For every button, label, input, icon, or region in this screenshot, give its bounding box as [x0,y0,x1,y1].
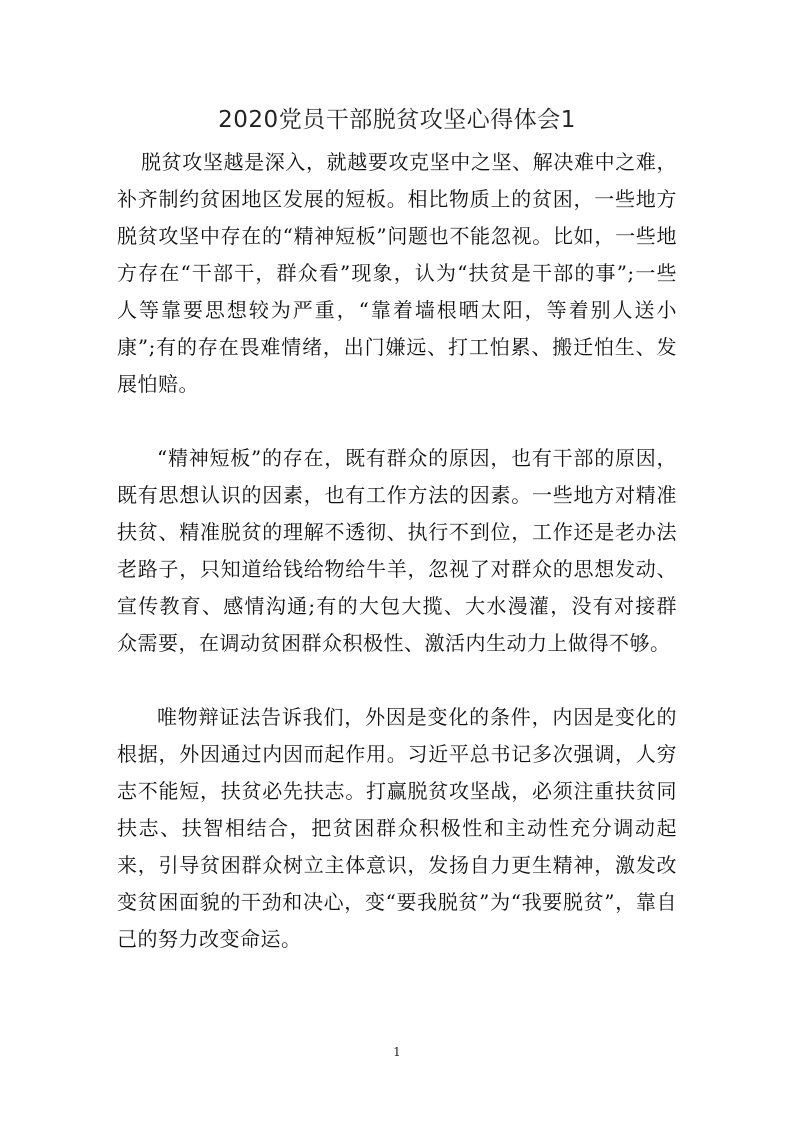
paragraph-2: “精神短板”的存在，既有群众的原因，也有干部的原因，既有思想认识的因素，也有工作方法的因素。一些地方对精准扶贫、精准脱贫的理解不透彻、执行不到位，工作还是老办法老路子，只知道给钱给物给牛羊，忽视了对群众的思想发动、宣传教育、感情沟通;有的大包大揽、大水漫灌，没有对接群众需要，在调动贫困群众积极性、激活内生动力上做得不够。 [117,446,677,655]
paragraph-1: 脱贫攻坚越是深入，就越要攻克坚中之坚、解决难中之难，补齐制约贫困地区发展的短板。相比物质上的贫困，一些地方脱贫攻坚中存在的“精神短板”问题也不能忽视。比如，一些地方存在“干部干，群众看”现象，认为“扶贫是干部的事”;一些人等靠要思想较为严重，“靠着墙根晒太阳，等着别人送小康”;有的存在畏难情绪，出门嫌远、打工怕累、搬迁怕生、发展怕赔。 [117,150,677,396]
document-title: 2020党员干部脱贫攻坚心得体会1 [218,107,576,133]
page-number: 1 [393,1045,401,1059]
paragraph-3: 唯物辩证法告诉我们，外因是变化的条件，内因是变化的根据，外因通过内因而起作用。习近平总书记多次强调，人穷志不能短，扶贫必先扶志。打赢脱贫攻坚战，必须注重扶贫同扶志、扶智相结合，把贫困群众积极性和主动性充分调动起来，引导贫困群众树立主体意识，发扬自力更生精神，激发改变贫困面貌的干劲和决心，变“要我脱贫”为“我要脱贫”，靠自己的努力改变命运。 [117,705,677,951]
document-body [117,144,677,995]
